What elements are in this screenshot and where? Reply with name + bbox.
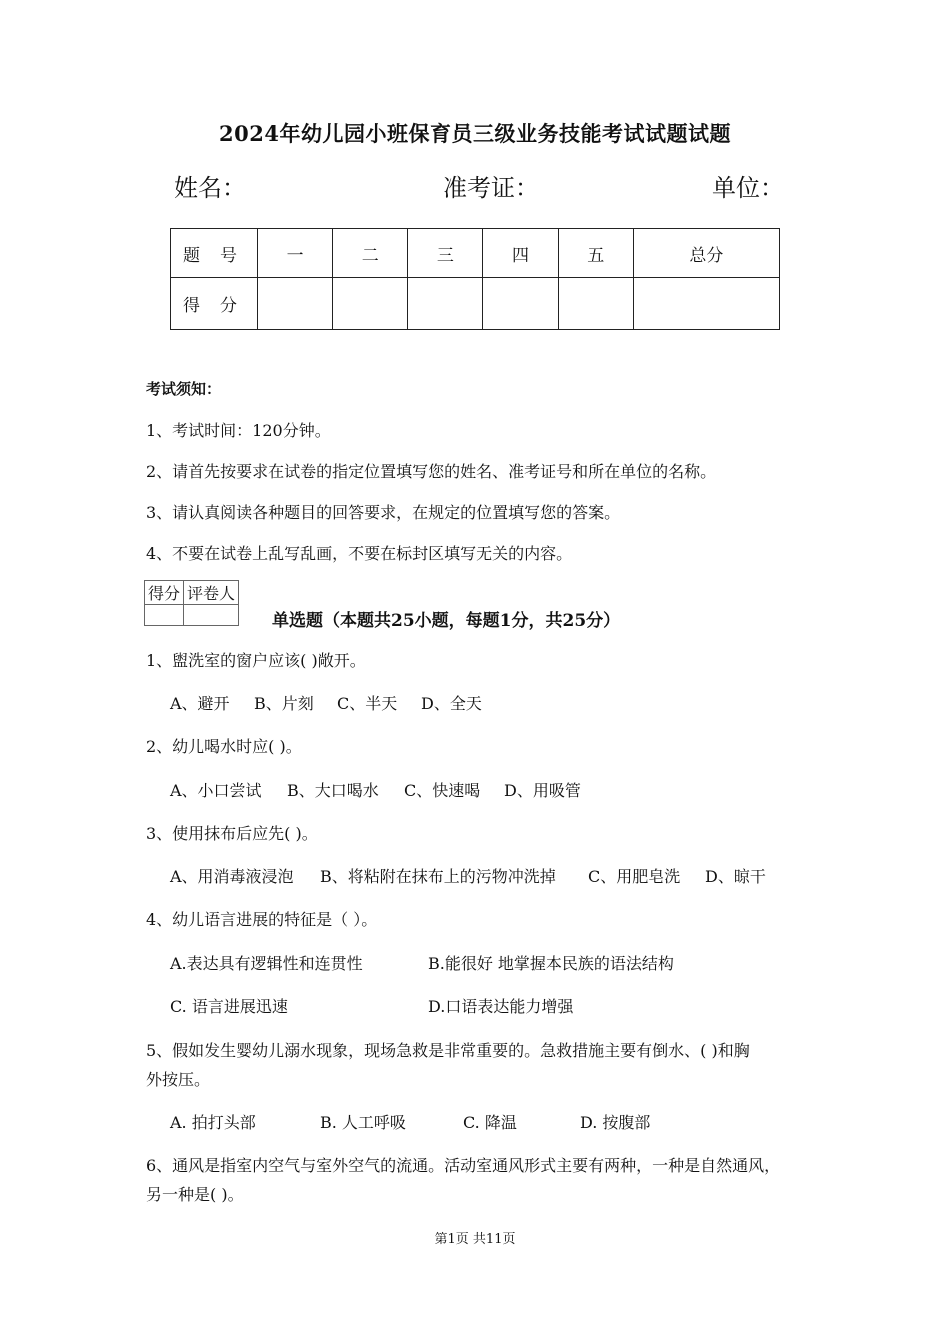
grader-box bbox=[144, 580, 239, 626]
option: D.口语表达能力增强 bbox=[428, 997, 574, 1016]
name-field-label: 姓名： bbox=[174, 174, 246, 202]
score-entry-cell[interactable] bbox=[258, 278, 333, 330]
option: A、避开 bbox=[170, 694, 230, 713]
option: B、将粘附在抹布上的污物冲洗掉 bbox=[320, 867, 556, 886]
question-6-cont: 另一种是( )。 bbox=[146, 1185, 244, 1204]
option: A、用消毒液浸泡 bbox=[170, 867, 294, 886]
score-entry-cell[interactable] bbox=[633, 278, 779, 330]
option: C. 语言进展迅速 bbox=[170, 997, 288, 1016]
score-header-cell: 总分 bbox=[633, 229, 779, 278]
option: C、用肥皂洗 bbox=[588, 867, 681, 886]
option: B、片刻 bbox=[254, 694, 314, 713]
unit-field-label: 单位： bbox=[712, 174, 784, 202]
option: B. 人工呼吸 bbox=[320, 1113, 406, 1132]
notes-heading: 考试须知： bbox=[146, 380, 222, 398]
section-title: 单选题（本题共25小题，每题1分，共25分） bbox=[272, 611, 621, 631]
question-5-cont: 外按压。 bbox=[146, 1070, 211, 1089]
score-table-score-row bbox=[171, 278, 780, 330]
option: D、用吸管 bbox=[504, 781, 581, 800]
question-6: 6、通风是指室内空气与室外空气的流通。活动室通风形式主要有两种，一种是自然通风， bbox=[146, 1156, 781, 1175]
question-2: 2、幼儿喝水时应( )。 bbox=[146, 737, 302, 756]
question-5: 5、假如发生婴幼儿溺水现象，现场急救是非常重要的。急救措施主要有倒水、( )和胸 bbox=[146, 1041, 750, 1060]
note-item: 4、不要在试卷上乱写乱画，不要在标封区填写无关的内容。 bbox=[146, 544, 573, 563]
score-header-cell: 题号 bbox=[171, 229, 258, 278]
option: B、大口喝水 bbox=[287, 781, 379, 800]
option: A.表达具有逻辑性和连贯性 bbox=[170, 954, 363, 973]
option: A、小口尝试 bbox=[170, 781, 262, 800]
note-item: 2、请首先按要求在试卷的指定位置填写您的姓名、准考证号和所在单位的名称。 bbox=[146, 462, 717, 481]
option: D、晾干 bbox=[705, 867, 766, 886]
exam-id-field-label: 准考证： bbox=[443, 174, 539, 202]
score-entry-cell[interactable] bbox=[333, 278, 408, 330]
option: D、全天 bbox=[421, 694, 482, 713]
score-header-cell: 三 bbox=[408, 229, 483, 278]
score-header-cell: 四 bbox=[483, 229, 558, 278]
grader-score-cell[interactable] bbox=[145, 605, 184, 626]
score-entry-cell[interactable] bbox=[558, 278, 633, 330]
page-footer: 第1页 共11页 bbox=[434, 1232, 516, 1247]
option: B.能很好 地掌握本民族的语法结构 bbox=[428, 954, 674, 973]
grader-score-label: 得分 bbox=[145, 581, 184, 605]
question-1: 1、盥洗室的窗户应该( )敞开。 bbox=[146, 651, 366, 670]
score-table bbox=[170, 228, 780, 330]
option: A. 拍打头部 bbox=[170, 1113, 256, 1132]
score-header-cell: 一 bbox=[258, 229, 333, 278]
option: C. 降温 bbox=[463, 1113, 517, 1132]
score-header-cell: 二 bbox=[333, 229, 408, 278]
option: D. 按腹部 bbox=[580, 1113, 651, 1132]
option: C、快速喝 bbox=[404, 781, 481, 800]
grader-reviewer-cell[interactable] bbox=[184, 605, 239, 626]
page-title: 2024年幼儿园小班保育员三级业务技能考试试题试题 bbox=[219, 121, 731, 146]
question-4: 4、幼儿语言进展的特征是（ ）。 bbox=[146, 910, 378, 929]
grader-reviewer-label: 评卷人 bbox=[184, 581, 239, 605]
score-entry-cell[interactable] bbox=[408, 278, 483, 330]
score-row-label: 得分 bbox=[171, 278, 258, 330]
note-item: 3、请认真阅读各种题目的回答要求，在规定的位置填写您的答案。 bbox=[146, 503, 621, 522]
option: C、半天 bbox=[337, 694, 398, 713]
note-item: 1、考试时间：120分钟。 bbox=[146, 421, 331, 440]
question-3: 3、使用抹布后应先( )。 bbox=[146, 824, 318, 843]
score-table-header-row bbox=[171, 229, 780, 278]
score-header-cell: 五 bbox=[558, 229, 633, 278]
score-entry-cell[interactable] bbox=[483, 278, 558, 330]
